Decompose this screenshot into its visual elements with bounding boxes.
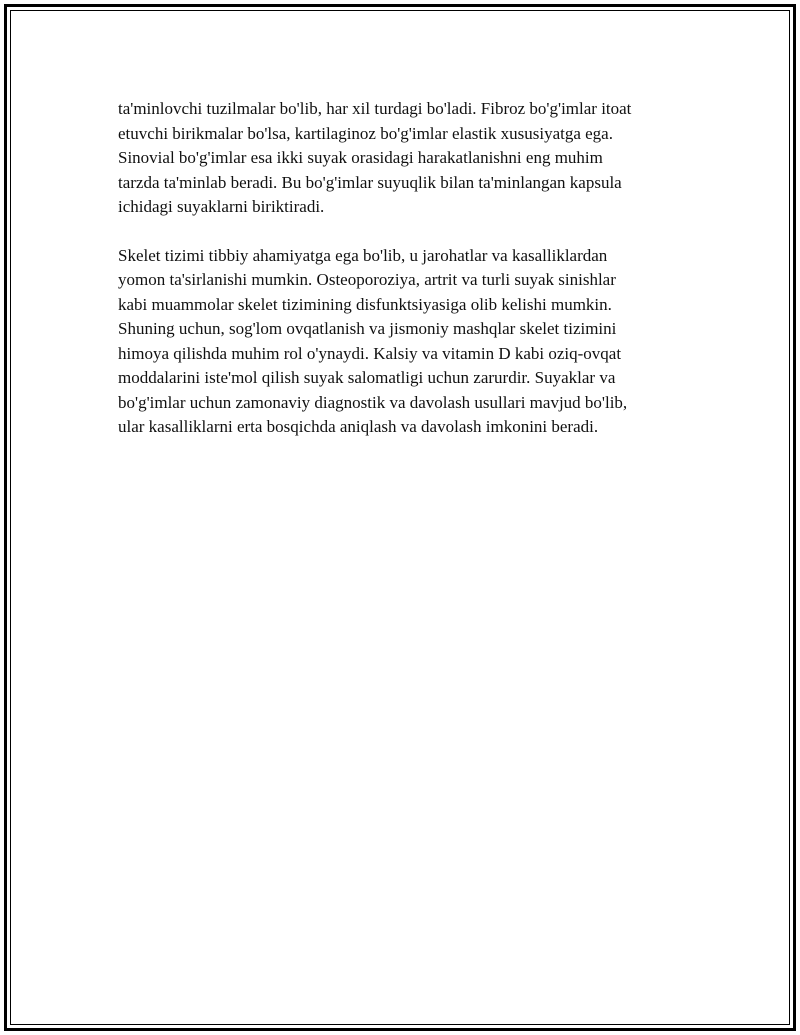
- paragraph-1: ta'minlovchi tuzilmalar bo'lib, har xil turdagi bo'ladi. Fibroz bo'g'imlar itoat etuvchi birikmalar bo'lsa, kartilaginoz bo'g'imlar elastik xususiyatga ega. Sinovial bo'g'imlar esa ikki suyak orasidagi harakatlanishni eng muhim tarzda ta'minlab beradi. Bu bo'g'imlar suyuqlik bilan ta'minlangan kapsula ichidagi suyaklarni biriktiradi.: [118, 99, 632, 216]
- paragraph-2: Skelet tizimi tibbiy ahamiyatga ega bo'lib, u jarohatlar va kasalliklardan yomon ta'sirlanishi mumkin. Osteoporoziya, artrit va turli suyak sinishlar kabi muammolar skelet tizimining disfunktsiyasiga olib kelishi mumkin. Shuning uchun, sog'lom ovqatlanish va jismoniy mashqlar skelet tizimini himoya qilishda muhim rol o'ynaydi. Kalsiy va vitamin D kabi oziq-ovqat moddalarini iste'mol qilish suyak salomatligi uchun zarurdir. Suyaklar va bo'g'imlar uchun zamonaviy diagnostik va davolash usullari mavjud bo'lib, ular kasalliklarni erta bosqichda aniqlash va davolash imkonini beradi.: [118, 245, 628, 436]
- body-text: [118, 97, 698, 464]
- document-page: [4, 4, 796, 1031]
